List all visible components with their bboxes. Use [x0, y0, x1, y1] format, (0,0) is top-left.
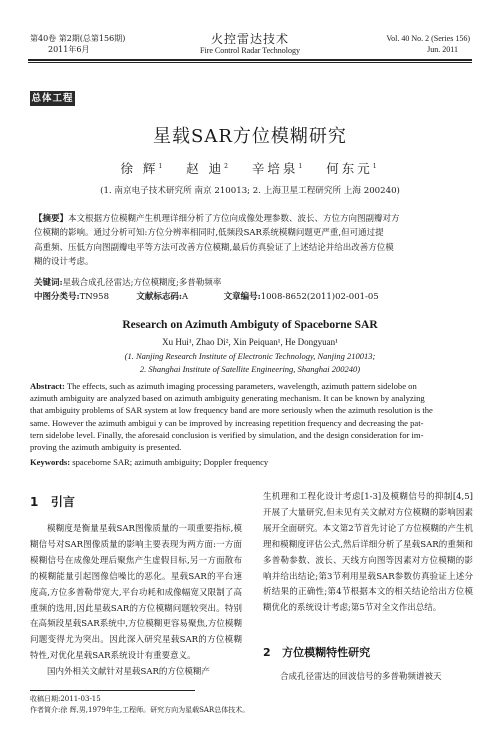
- section-badge: 总体工程: [31, 93, 74, 104]
- header-date-cn: 2011年6月: [48, 45, 90, 54]
- left-column: [30, 522, 242, 681]
- keywords-en: Keywords: spaceborne SAR; azimuth ambiguity; Doppler frequency: [30, 457, 269, 467]
- right-column: [263, 490, 473, 617]
- paragraph: 模糊度是衡量星载SAR图像质量的一项重要指标,模糊信号对SAR图像质量的影响主要表现为两方面:一方面模糊信号在成像处理后聚焦产生虚假目标,另一方面散布的模糊能量引起图像信噪比的恶化。星载SAR的平台速度高,方位多普勒带宽大,平台功耗和成像幅宽又限制了高重频的选用,因此星载SAR的方位模糊问题较突出。特别在高频段星载SAR系统中,方位模糊更容易聚焦,方位模糊问题变得尤为突出。因此深入研究星载SAR的方位模糊特性,对优化星载SAR系统设计有重要意义。: [30, 524, 242, 662]
- abstract-en: Abstract: The effects, such as azimuth imaging processing parameters, wavelength, azimuth pattern sidelobe on azimuth ambiguity are analyzed based on azimuth ambiguity generating mechanism. It can be known by analyzing that ambiguity problems of SAR system at low frequency band are more seriously when the azimuth resolution is the same. However the azimuth ambigui y can be improved by increasing repetition frequency and decreasing the pat- tern sidelobe level. Finally, the aforesaid conclusion is verified by simulation, and the design consideration for im- proving the azimuth ambiguity is presented.: [30, 381, 433, 453]
- footnote: [30, 694, 249, 716]
- authors-en: Xu Hui¹, Zhao Di², Xin Peiquan¹, He Dongyuan¹: [162, 337, 338, 347]
- paragraph: 合成孔径雷达的回波信号的多普勒频谱被天: [280, 672, 442, 682]
- keywords-cn: 关键词:星载合成孔径雷达;方位模糊度;多普勒频率: [34, 278, 222, 288]
- right-column-continued: [263, 670, 473, 686]
- header-rule-thin: [28, 62, 472, 63]
- journal-title-en: Fire Control Radar Technology: [200, 46, 300, 55]
- abstract-label-cn: 【摘要】: [34, 214, 69, 224]
- author-cn: 辛培泉$^1$: [251, 161, 306, 176]
- classification-line: 中图分类号:TN958 文献标志码:A 文章编号:1008-8652(2011)02-001-05: [34, 292, 379, 302]
- author-cn: 徐 辉$^1$: [120, 161, 166, 176]
- author-cn: 赵 迪$^2$: [186, 161, 231, 176]
- paper-title-en: Research on Azimuth Ambiguty of Spaceborne SAR: [122, 319, 378, 331]
- section-1-heading: 1 引言: [30, 495, 75, 509]
- affiliation-en-1: (1. Nanjing Research Institute of Electronic Technology, Nanjing 210013;: [124, 351, 376, 361]
- header-rule: [28, 59, 472, 61]
- paper-title-cn: 星载SAR方位模糊研究: [153, 126, 347, 147]
- abstract-label-en: Abstract:: [30, 381, 65, 391]
- header-date-en: Jun. 2011: [427, 45, 458, 54]
- author-cn: 何东元$^1$: [326, 161, 380, 176]
- journal-title-cn: 火控雷达技术: [210, 32, 289, 46]
- authors-cn: [0, 159, 500, 177]
- header-issue-cn: 第40卷 第2期(总第156期): [30, 34, 126, 43]
- affiliation-cn: (1. 南京电子技术研究所 南京 210013; 2. 上海卫星工程研究所 上海 200240): [100, 186, 400, 196]
- author-bio: 作者简介:徐 辉,男,1979年生,工程师。研究方向为星载SAR总体技术。: [30, 706, 250, 714]
- paragraph: 生机理和工程化设计考虑[1-3]及模糊信号的抑制[4,5]开展了大量研究,但未见有关文献对方位模糊的影响因素展开全面研究。本文第2节首先讨论了方位模糊的产生机理和模糊度评估公式,然后详细分析了星载SAR的重频和多普勒参数、波长、天线方向图等因素对方位模糊的影响并给出结论;第3节利用星载SAR参数仿真验证上述分析结果的正确性;第4节根据本文的相关结论给出方位模糊优化的系统设计考虑;第5节对全文作出总结。: [263, 492, 473, 614]
- header-issue-en: Vol. 40 No. 2 (Series 156): [386, 34, 470, 43]
- abstract-cn: 【摘要】本文根据方位模糊产生机理详细分析了方位向成像处理参数、波长、方位方向图副瓣对方 位模糊的影响。通过分析可知:方位分辨率相同时,低频段SAR系统模糊问题更严重,但可通过提 高重频、压低方向图副瓣电平等方法可改善方位模糊,最后仿真验证了上述结论并给出改善方位模 糊的设计考虑。: [34, 214, 400, 267]
- section-2-heading: 2 方位模糊特性研究: [263, 646, 371, 659]
- received-date: 收稿日期:2011-03-15: [30, 695, 101, 703]
- affiliation-en-2: 2. Shanghai Institute of Satellite Engineering, Shanghai 200240): [139, 364, 361, 374]
- paragraph: 国内外相关文献针对星载SAR的方位模糊产: [47, 667, 210, 678]
- footnote-rule: [30, 690, 195, 691]
